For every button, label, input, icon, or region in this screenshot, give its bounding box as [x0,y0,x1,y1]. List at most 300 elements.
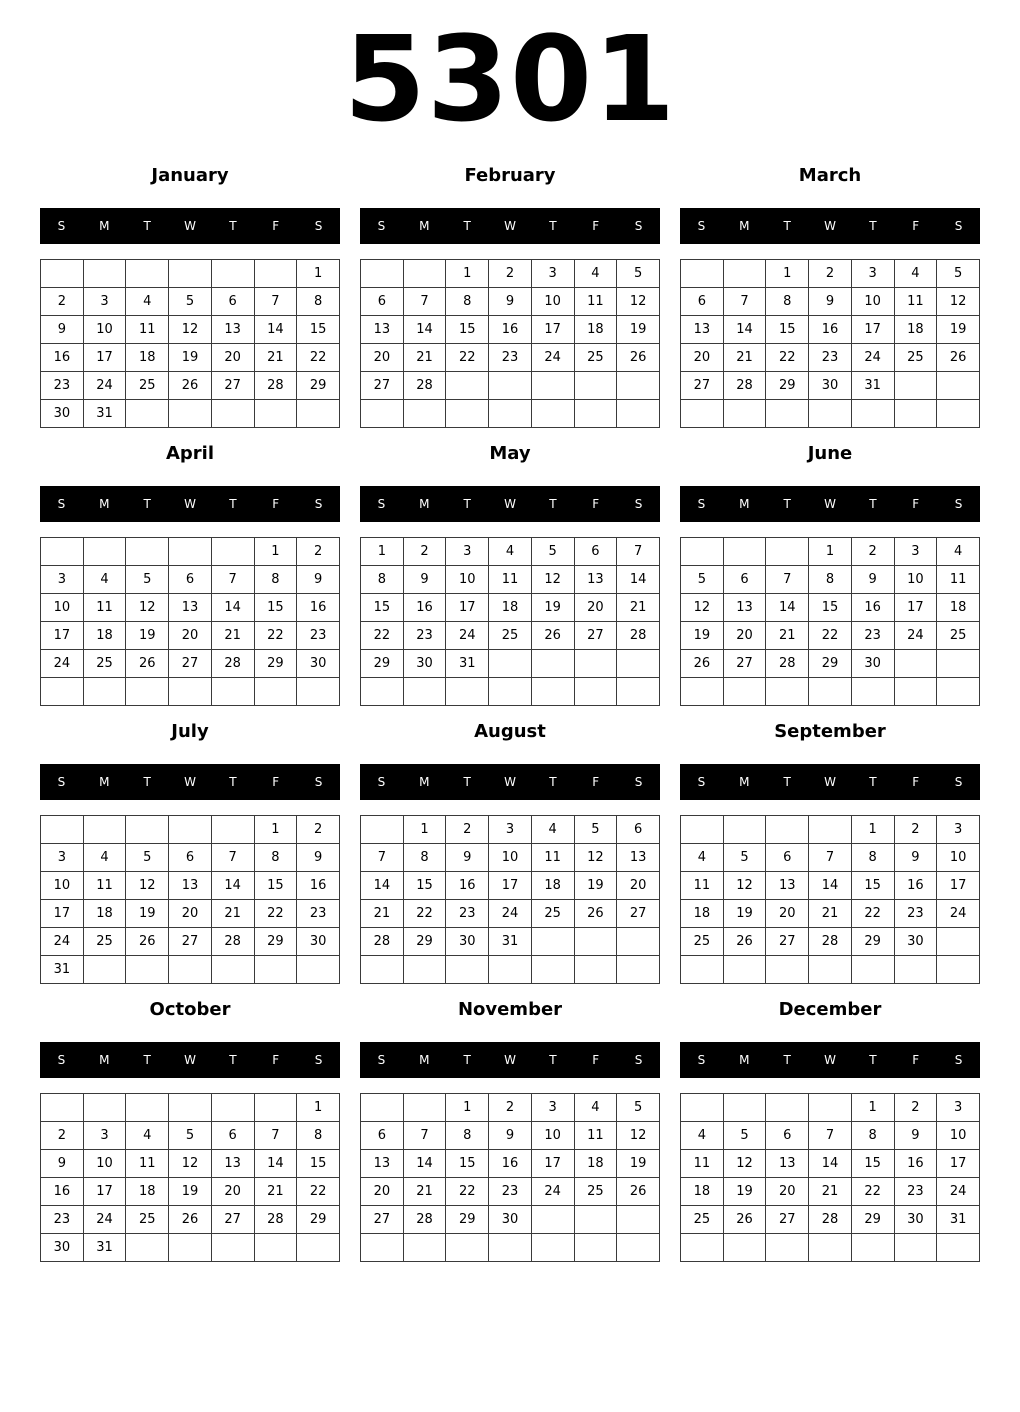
week-row [681,956,980,984]
day-cell: 11 [126,1150,169,1178]
month-block [40,718,340,988]
day-cell: 18 [126,1178,169,1206]
day-cell [254,260,297,288]
weekday-label: W [824,775,836,789]
day-cell: 27 [211,1206,254,1234]
day-cell: 17 [851,316,894,344]
day-cell: 21 [211,622,254,650]
day-cell: 16 [894,1150,937,1178]
day-cell: 6 [766,844,809,872]
day-grid [680,1093,980,1262]
day-cell: 26 [126,650,169,678]
week-row [361,1206,660,1234]
day-cell [531,956,574,984]
day-cell [211,678,254,706]
day-cell [766,678,809,706]
week-row [361,650,660,678]
day-cell [126,400,169,428]
weekday-label: S [697,775,706,789]
day-cell: 15 [446,316,489,344]
day-cell: 30 [894,1206,937,1234]
day-cell: 28 [254,1206,297,1234]
month-name: June [807,443,853,464]
weekday-label: F [592,219,600,233]
day-cell: 19 [169,344,212,372]
day-cell: 22 [851,1178,894,1206]
day-cell: 25 [681,1206,724,1234]
week-row [681,1206,980,1234]
week-row [361,900,660,928]
day-cell: 21 [361,900,404,928]
day-cell: 4 [681,1122,724,1150]
weekday-label: T [869,497,877,511]
day-cell [446,678,489,706]
weekday-label: T [869,219,877,233]
day-cell: 26 [169,1206,212,1234]
year-title: 5301 [343,10,677,148]
day-cell: 15 [851,1150,894,1178]
week-row [361,956,660,984]
day-cell [297,400,340,428]
day-cell: 23 [297,900,340,928]
day-cell: 13 [211,316,254,344]
day-cell [83,260,126,288]
day-cell: 24 [531,1178,574,1206]
week-row [41,844,340,872]
week-row [361,1122,660,1150]
weekday-label: T [463,1053,471,1067]
day-cell: 28 [254,372,297,400]
day-cell [83,956,126,984]
day-cell [489,678,532,706]
day-cell: 9 [809,288,852,316]
week-row [41,1094,340,1122]
day-cell: 12 [723,872,766,900]
day-cell: 12 [681,594,724,622]
day-cell: 17 [894,594,937,622]
day-cell: 12 [617,288,660,316]
day-cell: 13 [169,594,212,622]
day-cell [126,956,169,984]
day-cell [403,1094,446,1122]
day-cell [617,372,660,400]
day-cell: 16 [403,594,446,622]
day-cell: 6 [361,288,404,316]
weekday-label: T [463,775,471,789]
day-cell: 12 [937,288,980,316]
weekday-label: M [739,219,750,233]
day-cell: 31 [937,1206,980,1234]
day-cell: 23 [809,344,852,372]
day-cell: 7 [766,566,809,594]
month-block [40,162,340,432]
day-cell: 5 [723,1122,766,1150]
day-cell: 24 [489,900,532,928]
day-cell [809,1094,852,1122]
day-cell: 6 [681,288,724,316]
day-cell: 18 [83,900,126,928]
day-cell: 26 [723,928,766,956]
day-cell: 1 [446,1094,489,1122]
weekday-label: T [549,775,557,789]
week-row [41,372,340,400]
week-row [361,260,660,288]
day-cell [126,260,169,288]
day-cell [403,260,446,288]
weekday-label: S [634,219,643,233]
day-cell: 30 [894,928,937,956]
day-cell [574,1206,617,1234]
day-cell [894,400,937,428]
day-cell: 23 [894,1178,937,1206]
day-cell: 16 [809,316,852,344]
weekday-label: S [377,497,386,511]
day-cell [254,1094,297,1122]
day-cell [937,956,980,984]
day-cell: 25 [126,1206,169,1234]
day-cell: 22 [254,900,297,928]
day-cell: 3 [937,816,980,844]
week-row [681,844,980,872]
week-row [41,1234,340,1262]
weekday-label: T [463,497,471,511]
weekday-label: W [824,497,836,511]
day-cell: 11 [681,1150,724,1178]
day-cell: 27 [766,928,809,956]
month-block [40,440,340,710]
day-cell [723,538,766,566]
week-row [681,816,980,844]
day-cell [361,678,404,706]
week-row [41,566,340,594]
day-cell [489,400,532,428]
weekday-header [40,208,340,244]
day-cell: 1 [851,816,894,844]
day-cell: 25 [83,650,126,678]
weekday-label: S [377,775,386,789]
day-cell: 28 [617,622,660,650]
day-cell: 11 [574,288,617,316]
weekday-header [360,208,660,244]
weekday-label: M [99,219,110,233]
day-cell [489,650,532,678]
day-grid [40,537,340,706]
day-cell: 11 [574,1122,617,1150]
weekday-label: F [592,1053,600,1067]
day-cell: 22 [446,344,489,372]
day-cell: 12 [723,1150,766,1178]
day-cell [403,400,446,428]
day-cell [617,650,660,678]
day-cell: 1 [446,260,489,288]
day-cell: 11 [894,288,937,316]
day-cell: 29 [254,650,297,678]
day-cell [297,956,340,984]
weekday-label: F [272,1053,280,1067]
day-cell: 8 [809,566,852,594]
day-cell: 16 [489,1150,532,1178]
week-row [361,1094,660,1122]
week-row [681,622,980,650]
day-cell [211,538,254,566]
weekday-label: S [57,775,66,789]
weekday-label: M [419,1053,430,1067]
weekday-label: M [739,1053,750,1067]
day-cell: 24 [937,1178,980,1206]
day-cell [531,678,574,706]
day-cell: 16 [446,872,489,900]
day-cell: 5 [617,1094,660,1122]
day-cell: 6 [211,288,254,316]
day-cell [937,400,980,428]
day-cell [211,956,254,984]
weekday-label: S [954,775,963,789]
weekday-label: T [869,775,877,789]
day-cell: 28 [809,1206,852,1234]
day-cell: 27 [361,372,404,400]
day-cell: 31 [489,928,532,956]
day-cell: 13 [766,872,809,900]
day-cell: 5 [617,260,660,288]
day-cell: 10 [83,316,126,344]
day-cell: 13 [361,1150,404,1178]
day-cell: 21 [254,1178,297,1206]
weekday-label: S [377,1053,386,1067]
day-cell: 20 [617,872,660,900]
day-cell: 8 [766,288,809,316]
day-cell: 4 [937,538,980,566]
day-cell: 15 [297,1150,340,1178]
day-cell: 2 [41,288,84,316]
weekday-header [680,1042,980,1078]
day-cell: 16 [41,1178,84,1206]
day-cell: 28 [403,1206,446,1234]
day-cell: 7 [723,288,766,316]
weekday-label: S [314,497,323,511]
day-grid [680,259,980,428]
day-cell: 13 [211,1150,254,1178]
weekday-label: S [57,1053,66,1067]
day-cell [574,372,617,400]
day-cell [297,678,340,706]
day-cell: 7 [254,1122,297,1150]
day-cell [169,400,212,428]
day-cell: 11 [83,594,126,622]
day-cell: 18 [126,344,169,372]
month-name: January [151,165,229,186]
day-cell: 31 [446,650,489,678]
weekday-label: F [592,497,600,511]
day-cell [937,650,980,678]
day-cell: 10 [937,1122,980,1150]
day-cell: 30 [489,1206,532,1234]
day-cell: 26 [126,928,169,956]
day-cell: 1 [403,816,446,844]
day-cell: 3 [83,288,126,316]
month-name: February [464,165,556,186]
day-cell [617,1234,660,1262]
weekday-label: M [739,497,750,511]
day-cell [169,678,212,706]
day-cell [83,678,126,706]
day-cell [681,1234,724,1262]
day-cell: 4 [574,1094,617,1122]
day-cell: 31 [83,1234,126,1262]
day-cell: 2 [851,538,894,566]
week-row [361,678,660,706]
day-cell: 19 [723,1178,766,1206]
day-cell: 17 [937,1150,980,1178]
week-row [681,288,980,316]
weekday-label: M [99,1053,110,1067]
day-cell: 7 [211,566,254,594]
day-cell: 20 [681,344,724,372]
day-cell: 13 [169,872,212,900]
week-row [41,956,340,984]
day-cell: 31 [83,400,126,428]
week-row [41,928,340,956]
weekday-label: F [272,219,280,233]
day-cell: 20 [766,1178,809,1206]
day-cell [361,400,404,428]
day-cell: 4 [126,288,169,316]
day-cell: 2 [297,538,340,566]
day-cell: 18 [531,872,574,900]
day-cell [211,1234,254,1262]
day-cell: 2 [489,1094,532,1122]
weekday-label: T [143,497,151,511]
day-cell: 15 [809,594,852,622]
day-cell: 14 [809,872,852,900]
day-cell: 27 [211,372,254,400]
month-name: October [149,999,231,1020]
day-cell: 18 [681,1178,724,1206]
day-cell [254,1234,297,1262]
day-cell [446,956,489,984]
day-grid [40,815,340,984]
weekday-label: S [954,1053,963,1067]
day-cell [446,400,489,428]
day-cell: 18 [574,316,617,344]
day-cell [41,260,84,288]
day-cell [41,538,84,566]
month-block [680,718,980,988]
day-cell: 9 [489,1122,532,1150]
day-cell: 20 [169,622,212,650]
day-cell: 28 [403,372,446,400]
day-cell: 10 [41,872,84,900]
day-grid [40,259,340,428]
day-cell [531,650,574,678]
day-cell: 16 [489,316,532,344]
day-cell [723,956,766,984]
day-cell: 11 [531,844,574,872]
day-cell [617,928,660,956]
day-cell: 17 [83,1178,126,1206]
day-cell [254,400,297,428]
weekday-label: T [229,1053,237,1067]
month-block [680,162,980,432]
day-cell: 18 [574,1150,617,1178]
day-cell: 17 [83,344,126,372]
day-cell: 26 [531,622,574,650]
week-row [361,372,660,400]
day-cell: 26 [574,900,617,928]
day-cell: 22 [403,900,446,928]
day-cell [169,1234,212,1262]
day-cell: 14 [766,594,809,622]
day-cell: 15 [403,872,446,900]
day-cell: 2 [446,816,489,844]
day-cell: 11 [126,316,169,344]
week-row [41,316,340,344]
day-cell [361,1234,404,1262]
weekday-header [40,1042,340,1078]
day-cell: 29 [254,928,297,956]
week-row [681,1178,980,1206]
day-cell: 1 [254,538,297,566]
day-cell: 17 [531,316,574,344]
week-row [681,594,980,622]
day-cell: 28 [211,928,254,956]
day-cell [211,400,254,428]
weekday-label: S [377,219,386,233]
day-cell: 5 [531,538,574,566]
day-cell: 15 [254,594,297,622]
day-cell: 1 [297,1094,340,1122]
day-cell: 12 [531,566,574,594]
day-cell: 21 [766,622,809,650]
week-row [681,872,980,900]
weekday-label: W [504,1053,516,1067]
day-cell: 9 [297,566,340,594]
weekday-label: S [314,219,323,233]
weekday-header [40,764,340,800]
day-cell: 24 [446,622,489,650]
day-grid [680,815,980,984]
day-cell: 15 [851,872,894,900]
day-cell: 18 [489,594,532,622]
day-cell [41,816,84,844]
week-row [681,1094,980,1122]
day-cell: 15 [446,1150,489,1178]
day-cell: 5 [723,844,766,872]
weekday-label: S [634,775,643,789]
day-cell: 29 [766,372,809,400]
day-cell: 26 [617,1178,660,1206]
day-cell [894,1234,937,1262]
week-row [681,900,980,928]
day-cell: 19 [126,622,169,650]
day-cell [361,260,404,288]
day-cell [851,678,894,706]
day-grid [680,537,980,706]
day-cell: 24 [937,900,980,928]
day-cell: 6 [169,566,212,594]
day-cell: 3 [894,538,937,566]
day-cell: 14 [403,316,446,344]
day-cell [361,816,404,844]
month-name: November [457,999,563,1020]
day-cell: 12 [574,844,617,872]
day-cell: 30 [446,928,489,956]
day-cell: 8 [851,844,894,872]
week-row [681,538,980,566]
day-cell: 5 [937,260,980,288]
day-cell: 4 [894,260,937,288]
month-block [360,162,660,432]
week-row [681,678,980,706]
